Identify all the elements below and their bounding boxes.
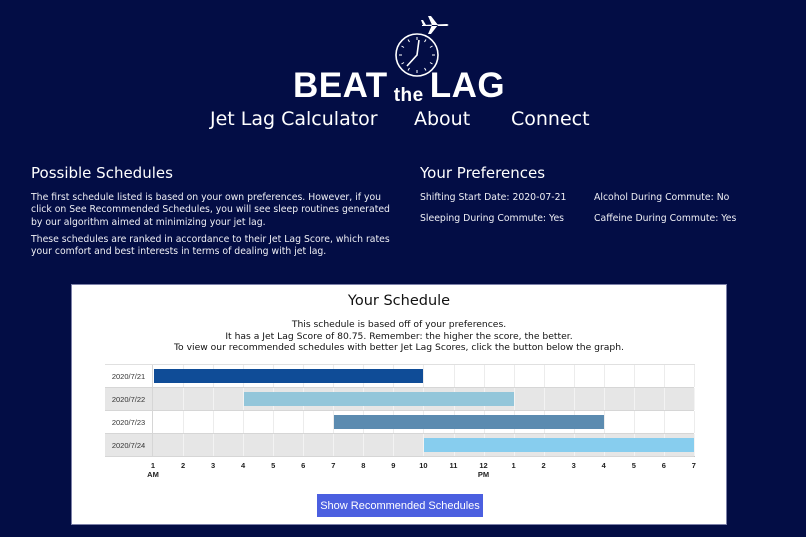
gridline (303, 411, 304, 433)
timeline-row (105, 365, 694, 388)
x-axis-tick-label: 4 (241, 461, 246, 470)
gridline (574, 388, 575, 410)
gridline (514, 365, 515, 387)
logo[interactable] (290, 14, 530, 106)
gridline (333, 434, 334, 456)
gridline (694, 411, 695, 433)
gridline (694, 434, 695, 456)
gridline (604, 388, 605, 410)
x-axis-tick (654, 461, 674, 470)
preferences-title: Your Preferences (420, 164, 546, 182)
timeline-row-label: 2020/7/22 (105, 388, 153, 410)
x-axis-tick-label: 10 (419, 461, 428, 470)
x-axis-tick (474, 461, 494, 479)
gridline (213, 434, 214, 456)
gridline (273, 411, 274, 433)
gridline (273, 434, 274, 456)
logo-wordmark: BEAT the LAG (293, 66, 506, 106)
x-axis-tick-label: 7 (691, 461, 696, 470)
timeline-row-label: 2020/7/21 (105, 365, 153, 387)
x-axis-tick (323, 461, 343, 470)
pref-shifting-start-date: Shifting Start Date: 2020-07-21 (420, 192, 567, 203)
x-axis-tick (684, 461, 704, 470)
schedule-desc-line1: This schedule is based off of your preferences. (291, 319, 507, 330)
schedule-description (72, 319, 726, 354)
gridline (634, 365, 635, 387)
gridline (694, 365, 695, 387)
gridline (363, 434, 364, 456)
x-axis-tick-label: 5 (631, 461, 636, 470)
x-axis-tick-label: 11 (449, 461, 458, 470)
x-axis-tick (624, 461, 644, 470)
possible-schedules-ranking: These schedules are ranked in accordance to their Jet Lag Score, which rates your comfort and best interests in terms of dealing with jet lag. (31, 234, 390, 258)
schedule-timeline-chart (105, 364, 695, 457)
x-axis-tick-label: 3 (211, 461, 216, 470)
gridline (213, 388, 214, 410)
show-recommended-schedules-button[interactable]: Show Recommended Schedules (317, 494, 483, 517)
nav-connect[interactable]: Connect (511, 108, 590, 130)
nav-jet-lag-calculator[interactable]: Jet Lag Calculator (210, 108, 378, 130)
x-axis-tick (504, 461, 524, 470)
timeline-row (105, 388, 694, 411)
gridline (243, 411, 244, 433)
x-axis-tick-label: 6 (661, 461, 666, 470)
gridline (514, 388, 515, 410)
gridline (634, 388, 635, 410)
nav-about[interactable]: About (414, 108, 471, 130)
pref-caffeine: Caffeine During Commute: Yes (594, 213, 737, 224)
x-axis-tick (564, 461, 584, 470)
x-axis-tick (594, 461, 614, 470)
x-axis-tick-period: AM (147, 470, 159, 479)
gridline (484, 365, 485, 387)
possible-schedules-intro: The first schedule listed is based on your own preferences. However, if you click on See Recommended Schedules, you will see sleep routines generated by our algorithm aimed at minimizing your jet lag. (31, 192, 390, 228)
x-axis-tick (263, 461, 283, 470)
gridline (664, 388, 665, 410)
schedule-card (71, 284, 727, 525)
sleep-bar[interactable] (424, 438, 693, 452)
gridline (183, 434, 184, 456)
gridline (544, 388, 545, 410)
x-axis-tick (383, 461, 403, 470)
sleep-bar[interactable] (334, 415, 603, 429)
x-axis-tick-label: 8 (361, 461, 366, 470)
x-axis-tick (534, 461, 554, 470)
x-axis-tick-label: 5 (271, 461, 276, 470)
x-axis-tick (203, 461, 223, 470)
timeline-row (105, 434, 694, 457)
gridline (213, 411, 214, 433)
gridline (634, 411, 635, 433)
timeline-row-label: 2020/7/24 (105, 434, 153, 456)
x-axis-tick-label: 1 (150, 461, 156, 470)
x-axis-tick (444, 461, 464, 470)
pref-alcohol: Alcohol During Commute: No (594, 192, 730, 203)
airplane-icon (420, 14, 450, 36)
gridline (604, 365, 605, 387)
schedule-desc-line2: It has a Jet Lag Score of 80.75. Remember: the higher the score, the better. (225, 330, 573, 342)
x-axis-tick-label: 2 (180, 461, 186, 470)
gridline (694, 388, 695, 410)
gridline (664, 365, 665, 387)
pref-sleeping: Sleeping During Commute: Yes (420, 213, 565, 224)
gridline (423, 365, 424, 387)
x-axis-tick (233, 461, 253, 470)
x-axis-tick (353, 461, 373, 470)
timeline-row-label: 2020/7/23 (105, 411, 153, 433)
gridline (303, 434, 304, 456)
sleep-bar[interactable] (244, 392, 513, 406)
gridline (183, 388, 184, 410)
gridline (604, 411, 605, 433)
x-axis-tick-label: 2 (541, 461, 546, 470)
gridline (183, 411, 184, 433)
timeline-row (105, 411, 694, 434)
x-axis-tick-label: 4 (601, 461, 606, 470)
gridline (454, 365, 455, 387)
x-axis-tick (413, 461, 433, 470)
x-axis-tick-label: 9 (391, 461, 396, 470)
x-axis-tick-label: 1 (511, 461, 516, 470)
gridline (393, 434, 394, 456)
possible-schedules-title: Possible Schedules (31, 164, 173, 182)
sleep-bar[interactable] (154, 369, 423, 383)
x-axis-tick (173, 461, 193, 470)
gridline (544, 365, 545, 387)
x-axis-tick-label: 12 (479, 461, 488, 470)
x-axis-tick (143, 461, 163, 479)
x-axis-tick-period: PM (477, 470, 490, 479)
gridline (664, 411, 665, 433)
gridline (574, 365, 575, 387)
timeline-x-axis (105, 461, 705, 485)
gridline (243, 434, 244, 456)
schedule-title: Your Schedule (347, 293, 451, 309)
x-axis-tick-label: 7 (331, 461, 336, 470)
x-axis-tick-label: 3 (571, 461, 576, 470)
x-axis-tick-label: 6 (301, 461, 306, 470)
schedule-desc-line3: To view our recommended schedules with better Jet Lag Scores, click the button below the graph. (174, 342, 624, 353)
x-axis-tick (293, 461, 313, 470)
